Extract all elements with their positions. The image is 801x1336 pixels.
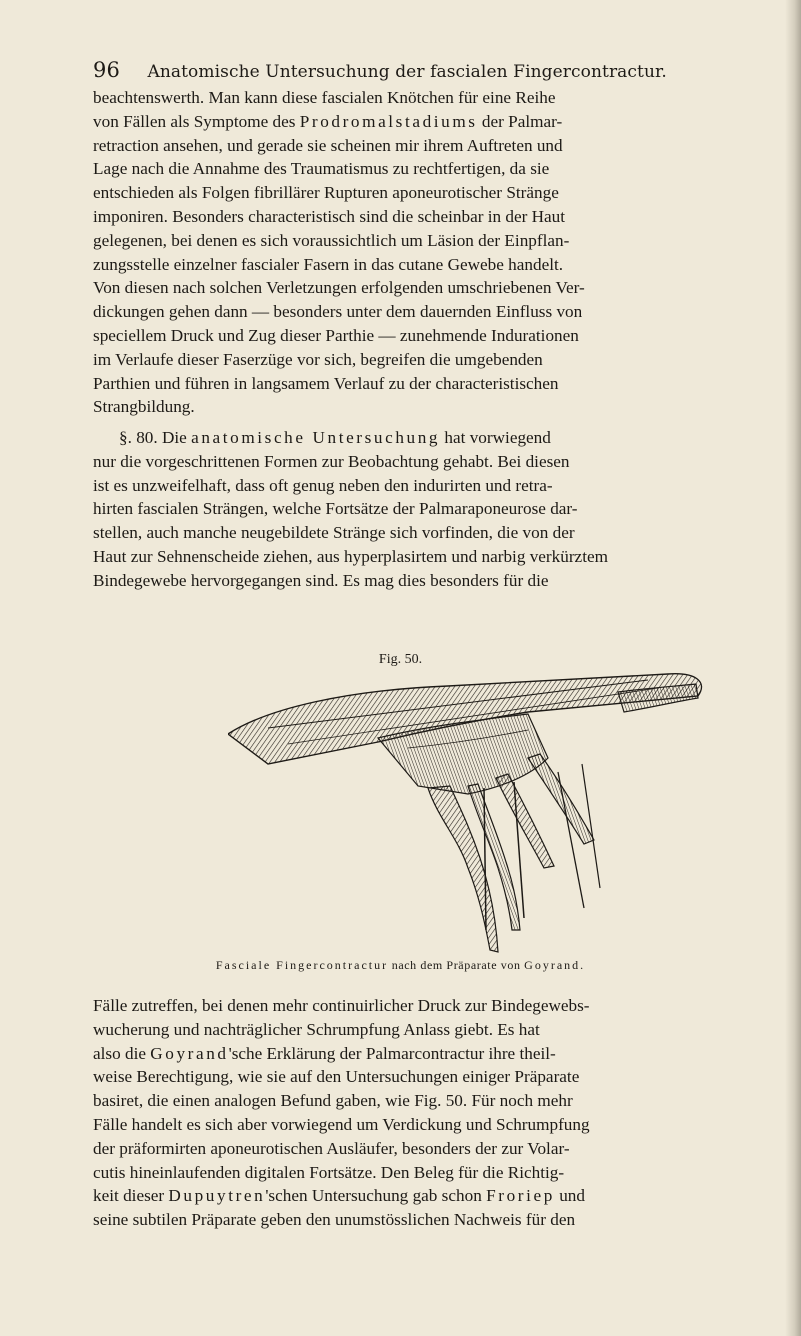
hand-dissection-illustration [228,668,722,960]
text-line: wucherung und nachträglicher Schrumpfung Anlass giebt. Es hat [93,1019,540,1039]
page-edge-shadow [785,0,801,1336]
text-line: stellen, auch manche neugebildete Stränge sich vorfinden, die von der [93,523,575,543]
text-line: speciellem Druck und Zug dieser Parthie — zunehmende Indurationen [93,325,579,345]
figure-caption: Fasciale Fingercontractur nach dem Präparate von Goyrand. [215,958,586,972]
section-number: §. 80. [119,428,158,447]
text-line: Lage nach die Annahme des Traumatismus zu rechtfertigen, da sie [93,159,550,179]
spaced-term: Prodromalstadiums [299,111,478,131]
text-line: Fälle handelt es sich aber vorwiegend um Verdickung und Schrumpfung [93,1114,590,1134]
spaced-name: Froriep [486,1186,555,1206]
spaced-name: Goyrand [150,1043,229,1063]
text-line: §. 80. Die anatomische Untersuchung hat vorwiegend [119,428,551,447]
text-line: Fälle zutreffen, bei denen mehr continuirlicher Druck zur Bindegewebs- [93,996,590,1015]
text-line: im Verlaufe dieser Faserzüge vor sich, begreifen die umgebenden [93,349,543,369]
running-title: Anatomische Untersuchung der fascialen Fingercontractur. [147,62,667,82]
text-line: seine subtilen Präparate geben den unumstösslichen Nachweis für den [93,1210,576,1230]
text-line: imponiren. Besonders characteristisch sind die scheinbar in der Haut [93,206,566,226]
text-line: nur die vorgeschrittenen Formen zur Beobachtung gehabt. Bei diesen [93,451,570,471]
text-line: zungsstelle einzelner fascialer Fasern in das cutane Gewebe handelt. [93,254,564,274]
text-line: also die Goyrand'sche Erklärung der Palmarcontractur ihre theil- [93,1043,556,1063]
text-line: ist es unzweifelhaft, dass oft genug neben den indurirten und retra- [93,475,553,495]
text-line: weise Berechtigung, wie sie auf den Untersuchungen einiger Präparate [93,1067,580,1087]
text-line: der präformirten aponeurotischen Ausläufer, besonders der zur Volar- [93,1138,570,1158]
text-line: cutis hineinlaufenden digitalen Fortsätze. Den Beleg für die Richtig- [93,1162,565,1182]
text-line: Haut zur Sehnenscheide ziehen, aus hyperplasirtem und narbig verkürztem [93,546,608,566]
paragraph-3 [93,994,713,1232]
paragraph-2 [93,426,713,593]
text-line: retraction ansehen, und gerade sie scheinen mir ihrem Auftreten und [93,135,563,155]
text-line: entschieden als Folgen fibrillärer Rupturen aponeurotischer Stränge [93,183,559,203]
text-line: dickungen gehen dann — besonders unter dem dauernden Einfluss von [93,302,583,322]
text-line: Parthien und führen in langsamem Verlauf zu der characteristischen [93,373,559,393]
running-head [93,58,713,82]
figure-label: Fig. 50. [378,652,423,667]
text-line: hirten fascialen Strängen, welche Fortsätze der Palmaraponeurose dar- [93,499,578,519]
page-number: 96 [93,58,120,82]
text-line: beachtenswerth. Man kann diese fascialen Knötchen für eine Reihe [93,88,556,107]
spaced-name: Dupuytren [168,1186,266,1206]
text-line: keit dieser Dupuytren'schen Untersuchung gab schon Froriep und [93,1186,585,1206]
paragraph-1 [93,86,713,419]
text-line: gelegenen, bei denen es sich voraussichtlich um Läsion der Einpflan- [93,230,570,250]
text-line: Von diesen nach solchen Verletzungen erfolgenden umschriebenen Ver- [93,278,585,298]
text-line: Strangbildung. [93,397,195,417]
text-line: Bindegewebe hervorgegangen sind. Es mag dies besonders für die [93,570,549,590]
text-line: basiret, die einen analogen Befund gaben, wie Fig. 50. Für noch mehr [93,1091,573,1111]
spaced-term: anatomische Untersuchung [191,428,441,447]
text-line: von Fällen als Symptome des Prodromalstadiums der Palmar- [93,111,563,131]
